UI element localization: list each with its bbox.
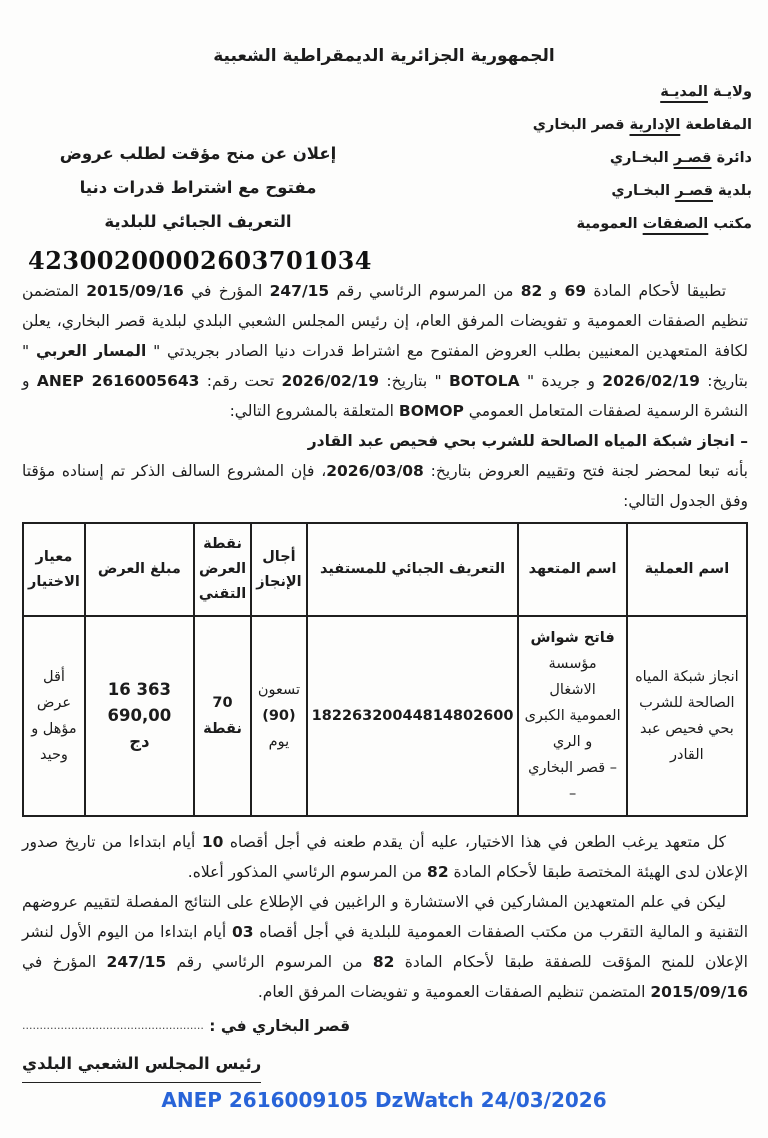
paragraph-legal-basis xyxy=(22,276,748,426)
cell-operation-name: انجاز شبكة المياه الصالحة للشرب بحي فحيص عبد القادر xyxy=(627,616,747,816)
criteria-word: مؤهل و xyxy=(31,721,77,737)
document-body xyxy=(22,276,748,1083)
authority-text-underlined: قصـر xyxy=(673,150,712,166)
anep-footer: ANEP 2616009105 DzWatch 24/03/2026 xyxy=(161,1088,607,1112)
body-text: بأنه تبعا لمحضر لجنة فتح وتقييم العروض بتاريخ: xyxy=(423,462,748,480)
republic-title: الجمهورية الجزائرية الديمقراطية الشعبية xyxy=(213,46,555,66)
bidder-location: – قصر البخاري – xyxy=(528,760,618,802)
authority-text: العمومية xyxy=(576,216,643,232)
header-completion-deadline: أجال الإنجاز xyxy=(251,523,306,616)
body-text: ، فإن المشروع السالف الذكر تم إسناده مؤقتا وفق الجدول التالي: xyxy=(22,462,748,510)
body-text: المتضمن تنظيم الصفقات العمومية و تفويضات المرفق العام. xyxy=(257,983,651,1001)
date-dotted-leader: .................................................... xyxy=(22,1019,204,1032)
authority-header xyxy=(452,84,752,249)
signature-row xyxy=(22,1049,748,1083)
emphasized-text: 2026/02/19 xyxy=(281,372,380,390)
body-text: أيام ابتداءا من اليوم الأول لنشر الإعلان للمنح المؤقت للصفقة طبقا لأحكام المادة xyxy=(22,923,748,971)
body-text: من المرسوم الرئاسي رقم xyxy=(166,953,373,971)
bidder-name: فاتح شواش xyxy=(530,630,615,646)
amount-number: 16 363 690,00 xyxy=(107,680,172,725)
body-text: من المرسوم الرئاسي رقم xyxy=(329,282,521,300)
authority-text-underlined: قصـر xyxy=(675,183,713,199)
emphasized-text: 10 xyxy=(201,833,224,851)
cell-technical-score xyxy=(194,616,251,816)
emphasized-text: 247/15 xyxy=(269,282,330,300)
authority-text: البخـاري xyxy=(611,183,676,199)
authority-text: مكتب xyxy=(708,216,752,232)
body-text: تطبيقا لأحكام المادة xyxy=(586,282,727,300)
notice-title-line: إعلان عن منح مؤقت لطلب عروض xyxy=(59,144,337,163)
authority-text: قصر البخاري xyxy=(532,117,630,133)
body-text: و جريدة " xyxy=(519,372,603,390)
emphasized-text: 2015/09/16 xyxy=(86,282,184,300)
body-text: المتضمن تنظيم الصفقات العمومية و تفويضات المرفق العام، إن رئيس المجلس الشعبي البلدي لبلدية قصر البخاري، يعلن لكافة المتعهدين المعنيين بطلب العروض المفتوح مع اشتراط قدرات دنيا الصادر بجريدتي " xyxy=(22,282,748,360)
body-text: المؤرخ في xyxy=(22,953,107,971)
emphasized-text: 2015/09/16 xyxy=(650,983,748,1001)
paragraph-award-note xyxy=(22,456,748,516)
authority-text-underlined: الصفقات xyxy=(642,216,709,232)
body-text: تحت رقم: xyxy=(199,372,282,390)
authority-text-underlined: الإدارية xyxy=(629,117,681,133)
emphasized-text: 82 xyxy=(372,953,395,971)
body-text: " بتاريخ: xyxy=(22,342,748,390)
commune-tax-id-number: 42300200002603701034 xyxy=(28,246,372,275)
authority-line-district xyxy=(452,117,752,133)
authority-text: دائرة xyxy=(711,150,752,166)
authority-line-commune xyxy=(452,183,752,199)
paragraph-appeal xyxy=(22,827,748,887)
cell-beneficiary-tax-id: 18226320044814802600 xyxy=(307,616,519,816)
emphasized-text: 69 xyxy=(564,282,587,300)
criteria-word: وحيد xyxy=(39,747,68,763)
place-date-line xyxy=(22,1011,748,1041)
cell-offer-amount xyxy=(85,616,194,816)
body-text: ليكن في علم المتعهدين المشاركين في الاستشارة و الراغبين في الإطلاع على النتائج المفصلة لتقييم عروضهم التقنية و المالية التقرب من مكتب الصفقات العمومية للبلدية في أجل أقصاه xyxy=(22,893,748,941)
emphasized-text: 82 xyxy=(520,282,543,300)
emphasized-text: المسار العربي xyxy=(35,342,147,360)
authority-line-daira xyxy=(452,150,752,166)
award-table-data-row xyxy=(23,616,747,816)
body-text: كل متعهد يرغب الطعن في هذا الاختيار، عليه أن يقدم طعنه في أجل أقصاه xyxy=(223,833,727,851)
header-selection-criteria: معيار الاختيار xyxy=(23,523,85,616)
score-unit: نقطة xyxy=(203,721,242,737)
criteria-word: أقل xyxy=(42,669,65,685)
deadline-word: تسعون xyxy=(257,682,300,698)
body-text: المؤرخ في xyxy=(183,282,270,300)
body-text: و النشرة الرسمية لصفقات المتعامل العمومي xyxy=(22,372,748,420)
body-text: أيام ابتداءا من تاريخ صدور الإعلان لدى الهيئة المختصة طبقا لأحكام المادة xyxy=(22,833,748,881)
authority-text: بلدية xyxy=(712,183,752,199)
criteria-word: عرض xyxy=(36,695,72,711)
notice-tax-id-label: التعريف الجبائي للبلدية xyxy=(104,212,292,231)
authority-line-office xyxy=(452,216,752,232)
cell-bidder-name xyxy=(518,616,626,816)
project-title-line: – انجاز شبكة المياه الصالحة للشرب بحي فحيص عبد القادر xyxy=(307,432,748,450)
president-signature-title: رئيس المجلس الشعبي البلدي xyxy=(22,1049,261,1083)
header-offer-amount: مبلغ العرض xyxy=(85,523,194,616)
deadline-unit: يوم xyxy=(268,734,290,750)
emphasized-text: 247/15 xyxy=(106,953,167,971)
notice-block xyxy=(28,144,372,275)
deadline-number: (90) xyxy=(262,708,296,724)
emphasized-text: ANEP 2616005643 xyxy=(36,372,200,390)
header-bidder-name: اسم المتعهد xyxy=(518,523,626,616)
paragraph-results xyxy=(22,887,748,1007)
header-beneficiary-tax-id: التعريف الجبائي للمستفيد xyxy=(307,523,519,616)
header-technical-score: نقطة العرض التقني xyxy=(194,523,251,616)
notice-subtitle-line: مفتوح مع اشتراط قدرات دنيا xyxy=(79,178,317,197)
cell-selection-criteria xyxy=(23,616,85,816)
score-number: 70 xyxy=(212,695,233,711)
body-text: من المرسوم الرئاسي المذكور أعلاه. xyxy=(187,863,428,881)
emphasized-text: BOTOLA xyxy=(448,372,520,390)
award-table xyxy=(22,522,748,817)
emphasized-text: BOMOP xyxy=(398,402,464,420)
bidder-company: مؤسسة الاشغال العمومية الكبرى و الري xyxy=(524,656,621,750)
authority-text-underlined: المديـة xyxy=(660,84,708,100)
authority-text: المقاطعة xyxy=(680,117,752,133)
emphasized-text: 82 xyxy=(427,863,449,881)
amount-currency: دج xyxy=(129,732,150,751)
authority-text: ولايـة xyxy=(707,84,752,100)
emphasized-text: 2026/02/19 xyxy=(602,372,700,390)
cell-completion-deadline xyxy=(251,616,306,816)
place-date-label: قصر البخاري في : xyxy=(203,1017,351,1035)
body-text: و xyxy=(542,282,565,300)
authority-line-wilaya xyxy=(452,84,752,100)
authority-text: البخـاري xyxy=(609,150,674,166)
body-text: المتعلقة بالمشروع التالي: xyxy=(229,402,399,420)
emphasized-text: 2026/03/08 xyxy=(326,462,424,480)
body-text: " بتاريخ: xyxy=(379,372,449,390)
award-table-header-row xyxy=(23,523,747,616)
emphasized-text: 03 xyxy=(231,923,254,941)
header-operation-name: اسم العملية xyxy=(627,523,747,616)
